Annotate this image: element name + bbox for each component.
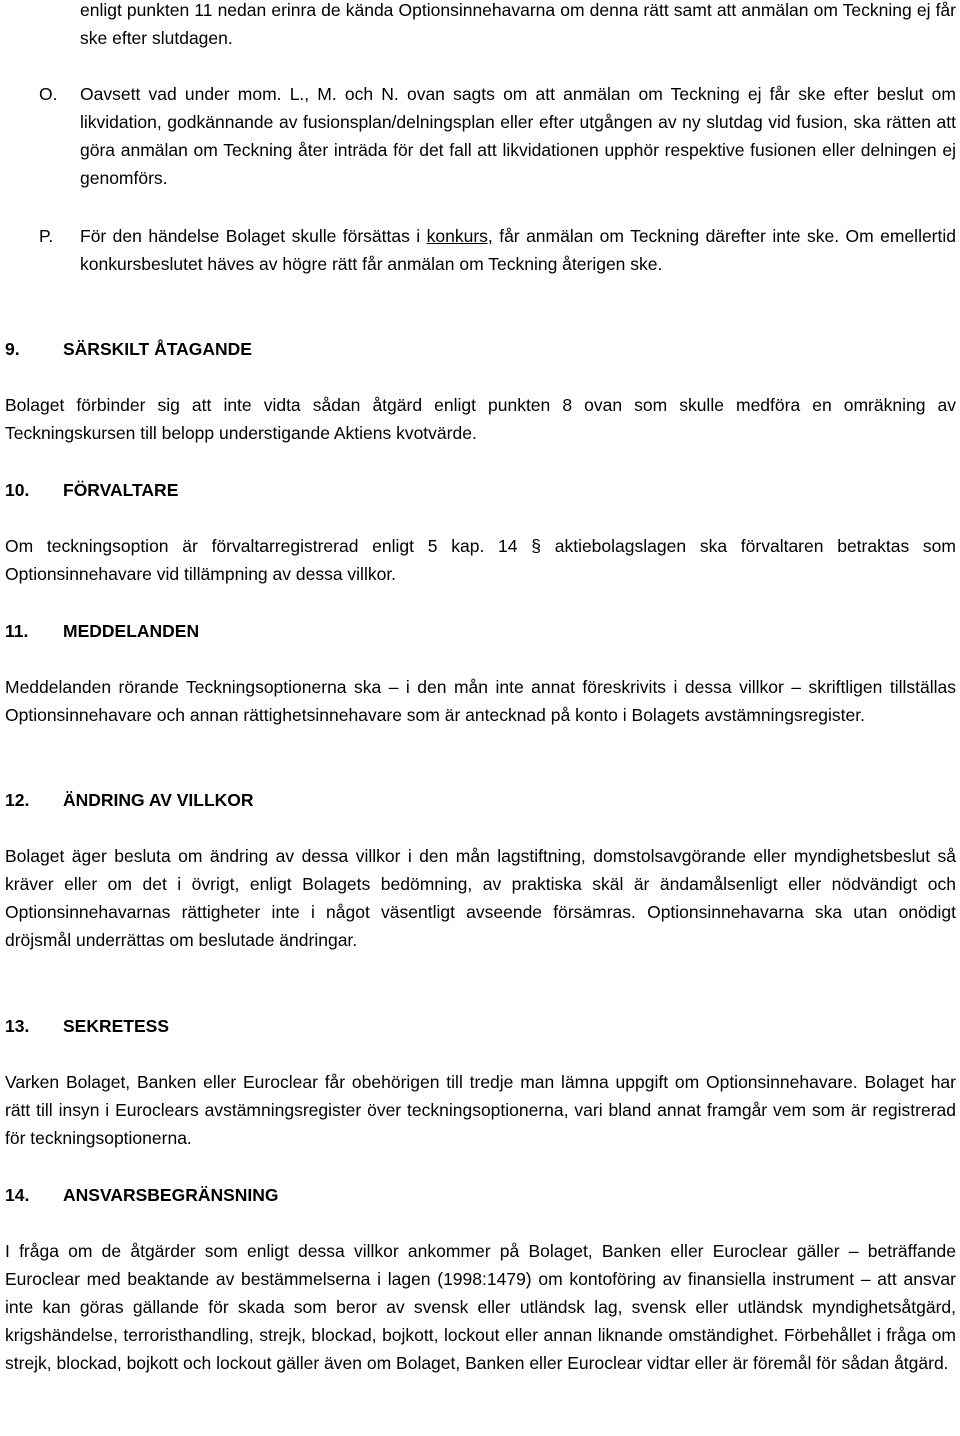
section-body-9: Bolaget förbinder sig att inte vidta sådan åtgärd enligt punkten 8 ovan som skulle medföra en omräkning av Teckningskursen till belopp understigande Aktiens kvotvärde. <box>5 395 956 443</box>
section-title: ÄNDRING AV VILLKOR <box>63 790 254 810</box>
section-body-10: Om teckningsoption är förvaltarregistrerad enligt 5 kap. 14 § aktiebolagslagen ska förvaltaren betraktas som Optionsinnehavare vid tillämpning av dessa villkor. <box>5 536 956 584</box>
section-number: 13. <box>5 1016 30 1036</box>
section-title: SÄRSKILT ÅTAGANDE <box>63 339 252 359</box>
section-heading-11 <box>5 617 199 645</box>
section-heading-12 <box>5 786 254 814</box>
item-p-text-before: För den händelse Bolaget skulle försättas i <box>80 226 427 246</box>
section-number: 10. <box>5 480 30 500</box>
item-o-marker: O. <box>39 84 58 104</box>
section-number: 14. <box>5 1185 30 1205</box>
section-body-13: Varken Bolaget, Banken eller Euroclear får obehörigen till tredje man lämna uppgift om Optionsinnehavare. Bolaget har rätt till insyn i Euroclears avstämningsregister över teckningsoptionerna, vari bland annat framgår vem som är registrerad för teckningsoptionerna. <box>5 1072 956 1148</box>
section-title: MEDDELANDEN <box>63 621 200 641</box>
item-p-text-after: får anmälan om Teckning därefter inte ske. Om emellertid konkursbeslutet häves av högre rätt får anmälan om Teckning återigen ske. <box>80 226 956 274</box>
intro-paragraph: enligt punkten 11 nedan erinra de kända Optionsinnehavarna om denna rätt samt att anmälan om Teckning ej får ske efter slutdagen. <box>80 0 956 48</box>
section-heading-13 <box>5 1012 169 1040</box>
item-p-underlined-term: konkurs, <box>426 226 493 246</box>
section-number: 11. <box>5 621 29 641</box>
section-number: 9. <box>5 339 20 359</box>
section-title: FÖRVALTARE <box>63 480 179 500</box>
item-p-paragraph <box>80 222 956 278</box>
section-body-11: Meddelanden rörande Teckningsoptionerna ska – i den mån inte annat föreskrivits i dessa villkor – skriftligen tillställas Optionsinnehavare och annan rättighetsinnehavare som är antecknad på konto i Bolagets avstämningsregister. <box>5 677 956 725</box>
section-body-12: Bolaget äger besluta om ändring av dessa villkor i den mån lagstiftning, domstolsavgörande eller myndighetsbeslut så kräver eller om det i övrigt, enligt Bolagets bedömning, av praktiska skäl är ändamålsenligt eller nödvändigt och Optionsinnehavarnas rättigheter inte i något väsentligt avseende försämras. Optionsinnehavarna ska utan onödigt dröjsmål underrättas om beslutade ändringar. <box>5 846 956 950</box>
section-heading-9 <box>5 335 252 363</box>
section-number: 12. <box>5 790 30 810</box>
item-o-paragraph: Oavsett vad under mom. L., M. och N. ovan sagts om att anmälan om Teckning ej får ske efter beslut om likvidation, godkännande av fusionsplan/delningsplan eller efter utgången av ny slutdag vid fusion, ska rätten att göra anmälan om Teckning åter inträda för det fall att likvidationen upphör respektive fusionen eller delningen ej genomförs. <box>80 84 956 188</box>
section-heading-14 <box>5 1181 279 1209</box>
section-heading-10 <box>5 476 178 504</box>
section-title: SEKRETESS <box>63 1016 169 1036</box>
section-body-14: I fråga om de åtgärder som enligt dessa villkor ankommer på Bolaget, Banken eller Euroclear gäller – beträffande Euroclear med beaktande av bestämmelserna i lagen (1998:1479) om kontoföring av finansiella instrument – att ansvar inte kan göras gällande för skada som beror av svensk eller utländsk lag, svensk eller utländsk myndighetsåtgärd, krigshändelse, terroristhandling, strejk, blockad, bojkott, lockout eller annan liknande omständighet. Förbehållet i fråga om strejk, blockad, bojkott och lockout gäller även om Bolaget, Banken eller Euroclear vidtar eller är föremål för sådan åtgärd. <box>5 1241 956 1373</box>
item-p-marker: P. <box>39 226 54 246</box>
section-title: ANSVARSBEGRÄNSNING <box>63 1185 279 1205</box>
